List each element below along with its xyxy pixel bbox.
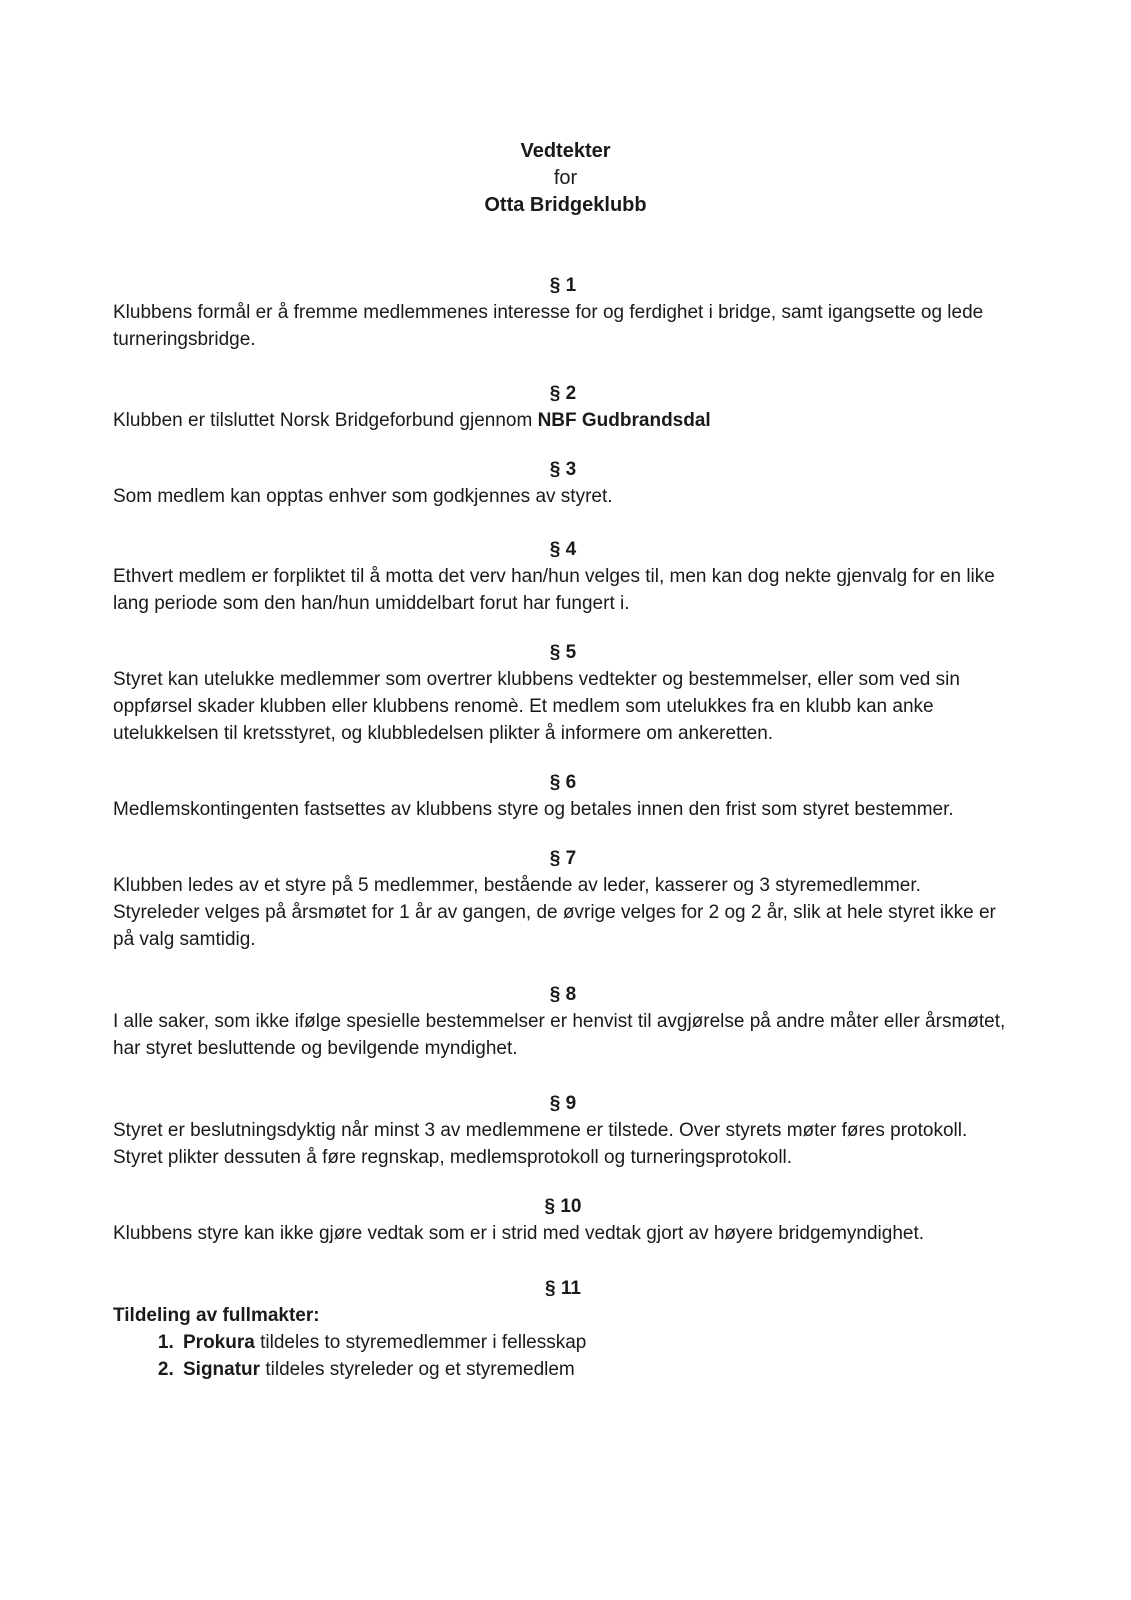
section-2 xyxy=(113,380,1013,434)
list-item-term: Signatur xyxy=(183,1359,261,1380)
section-text: I alle saker, som ikke ifølge spesielle bestemmelser er henvist til avgjørelse på andre måter eller årsmøtet, har styret besluttende og bevilgende myndighet. xyxy=(113,1011,1006,1059)
section-heading: § 1 xyxy=(549,275,577,296)
section-heading: § 5 xyxy=(549,642,577,663)
list-item-text: tildeles to styremedlemmer i fellesskap xyxy=(254,1332,587,1353)
section-text: Ethvert medlem er forpliktet til å motta det verv han/hun velges til, men kan dog nekte gjenvalg for en like lang periode som den han/hun umiddelbart forut har fungert i. xyxy=(113,566,995,614)
section-heading: § 6 xyxy=(549,772,577,793)
section-text: Klubbens styre kan ikke gjøre vedtak som er i strid med vedtak gjort av høyere bridgemyndighet. xyxy=(113,1223,925,1244)
section-heading: § 3 xyxy=(549,459,577,480)
list-item-term: Prokura xyxy=(183,1332,255,1353)
section-text: Som medlem kan opptas enhver som godkjennes av styret. xyxy=(113,486,613,507)
section-3 xyxy=(113,456,1013,510)
section-text xyxy=(113,407,1013,434)
document-body xyxy=(113,272,1013,1383)
section-text: Styreleder velges på årsmøtet for 1 år av gangen, de øvrige velges for 2 og 2 år, slik at hele styret ikke er på valg samtidig. xyxy=(113,902,996,950)
section-text: Styret er beslutningsdyktig når minst 3 av medlemmene er tilstede. Over styrets møter føres protokoll. xyxy=(113,1120,968,1141)
section-text-emphasis: NBF Gudbrandsdal xyxy=(537,410,711,431)
document-title: Vedtekter xyxy=(520,140,611,162)
section-10 xyxy=(113,1193,1013,1247)
list-item xyxy=(179,1356,1013,1383)
section-11 xyxy=(113,1275,1013,1383)
section-text: Medlemskontingenten fastsettes av klubbens styre og betales innen den frist som styret bestemmer. xyxy=(113,799,954,820)
list-item xyxy=(179,1329,1013,1356)
section-heading: § 8 xyxy=(549,984,577,1005)
section-5 xyxy=(113,639,1013,747)
list-item-text: tildeles styreleder og et styremedlem xyxy=(260,1359,575,1380)
section-heading: § 4 xyxy=(549,539,577,560)
document-title-for: for xyxy=(553,167,578,189)
document-title-block xyxy=(0,138,1131,219)
section-8 xyxy=(113,981,1013,1062)
document-club-name: Otta Bridgeklubb xyxy=(484,194,647,216)
section-text: Styret plikter dessuten å føre regnskap, medlemsprotokoll og turneringsprotokoll. xyxy=(113,1147,793,1168)
section-6 xyxy=(113,769,1013,823)
section-4 xyxy=(113,536,1013,617)
section-heading: § 10 xyxy=(544,1196,582,1217)
section-heading: § 2 xyxy=(549,383,577,404)
section-text: Klubben ledes av et styre på 5 medlemmer, bestående av leder, kasserer og 3 styremedlemmer. xyxy=(113,875,921,896)
section-text: Styret kan utelukke medlemmer som overtrer klubbens vedtekter og bestemmelser, eller som ved sin oppførsel skader klubben eller klubbens renomè. Et medlem som utelukkes fra en klubb kan anke utelukkelsen til kretsstyret, og klubbledelsen plikter å informere om ankeretten. xyxy=(113,669,960,744)
section-7 xyxy=(113,845,1013,953)
section-9 xyxy=(113,1090,1013,1171)
section-heading: § 7 xyxy=(549,848,577,869)
section-heading: § 9 xyxy=(549,1093,577,1114)
section-subtitle: Tildeling av fullmakter: xyxy=(113,1305,320,1326)
section-text: Klubbens formål er å fremme medlemmenes interesse for og ferdighet i bridge, samt igangsette og lede turneringsbridge. xyxy=(113,302,984,350)
section-text-part: Klubben er tilsluttet Norsk Bridgeforbund gjennom xyxy=(113,410,538,431)
section-1 xyxy=(113,272,1013,353)
authority-list xyxy=(113,1329,1013,1383)
section-heading: § 11 xyxy=(545,1278,581,1299)
